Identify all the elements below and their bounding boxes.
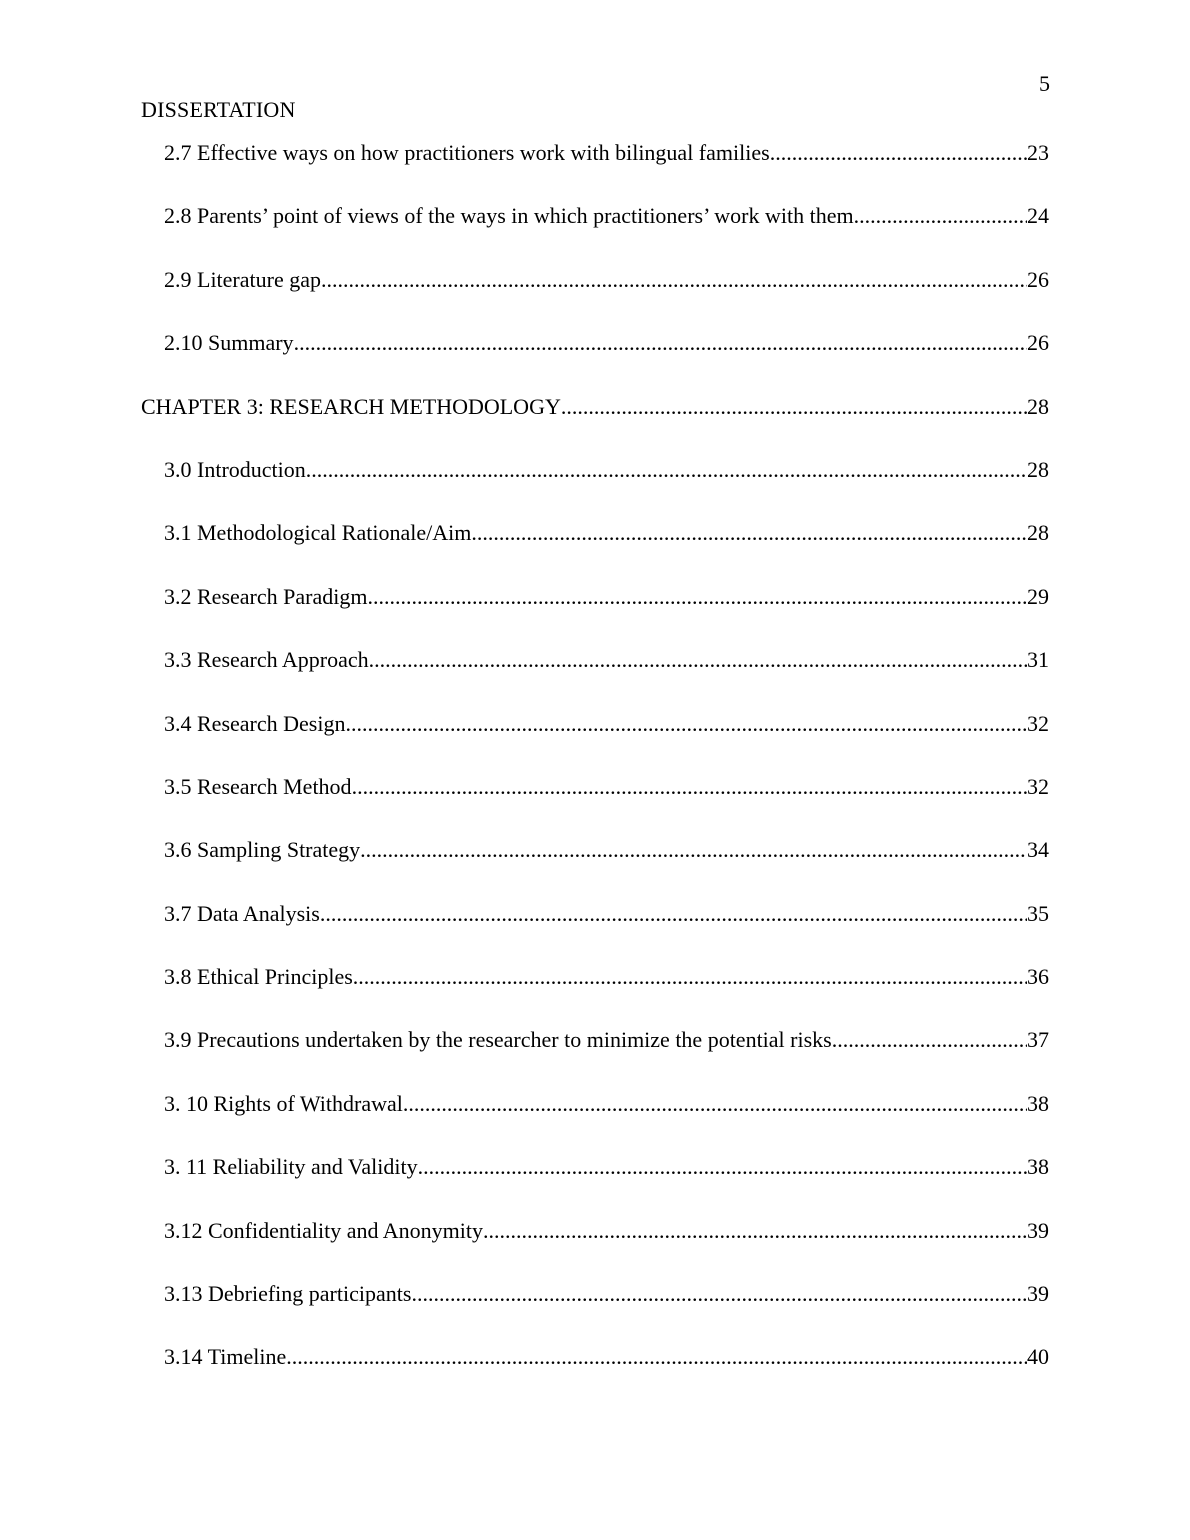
toc-dot-leader — [352, 774, 1027, 800]
toc-entry-2-10[interactable] — [141, 330, 1049, 393]
toc-entry-3-11[interactable] — [141, 1154, 1049, 1217]
toc-entry-page: 32 — [1027, 710, 1049, 736]
toc-entry-title: 3.7 Data Analysis — [164, 900, 320, 926]
toc-entry-title: 3. 10 Rights of Withdrawal — [164, 1090, 403, 1116]
toc-dot-leader — [294, 330, 1027, 356]
toc-dot-leader — [369, 647, 1027, 673]
toc-entry-page: 32 — [1027, 773, 1049, 799]
toc-entry-3-9[interactable] — [141, 1027, 1049, 1090]
toc-entry-title: 2.8 Parents’ point of views of the ways in which practitioners’ work with them — [164, 203, 854, 229]
toc-dot-leader — [471, 520, 1027, 546]
toc-entry-page: 34 — [1027, 837, 1049, 863]
toc-dot-leader — [367, 584, 1027, 610]
toc-dot-leader — [320, 901, 1027, 927]
toc-entry-title: 3.13 Debriefing participants — [164, 1281, 412, 1307]
table-of-contents — [141, 140, 1049, 1408]
running-head: DISSERTATION — [141, 97, 296, 122]
toc-entry-3-1[interactable] — [141, 520, 1049, 583]
toc-entry-2-7[interactable] — [141, 140, 1049, 203]
toc-entry-page: 23 — [1027, 140, 1049, 165]
toc-entry-2-8[interactable] — [141, 203, 1049, 266]
toc-entry-title: 3.14 Timeline — [164, 1344, 287, 1370]
toc-entry-3-8[interactable] — [141, 964, 1049, 1027]
toc-entry-title: 3.0 Introduction — [164, 456, 306, 482]
toc-entry-title: 3.3 Research Approach — [164, 647, 369, 673]
toc-entry-page: 26 — [1027, 330, 1049, 356]
toc-dot-leader — [353, 964, 1027, 990]
toc-entry-3-3[interactable] — [141, 647, 1049, 710]
toc-entry-3-7[interactable] — [141, 901, 1049, 964]
toc-dot-leader — [321, 267, 1027, 293]
toc-dot-leader — [418, 1154, 1027, 1180]
toc-entry-title: 3.8 Ethical Principles — [164, 964, 353, 990]
toc-entry-title: 3.9 Precautions undertaken by the researcher to minimize the potential risks — [164, 1027, 832, 1053]
toc-entry-title: 2.7 Effective ways on how practitioners work with bilingual families — [164, 140, 770, 165]
toc-entry-2-9[interactable] — [141, 267, 1049, 330]
toc-entry-3-10[interactable] — [141, 1091, 1049, 1154]
toc-entry-page: 26 — [1027, 266, 1049, 292]
toc-entry-title: 3.1 Methodological Rationale/Aim — [164, 520, 472, 546]
toc-dot-leader — [483, 1218, 1027, 1244]
toc-entry-page: 39 — [1027, 1281, 1049, 1307]
toc-entry-title: CHAPTER 3: RESEARCH METHODOLOGY — [141, 393, 561, 419]
toc-entry-3-5[interactable] — [141, 774, 1049, 837]
toc-entry-page: 40 — [1027, 1344, 1049, 1370]
toc-entry-chapter-3[interactable] — [141, 394, 1049, 457]
toc-entry-title: 3.4 Research Design — [164, 710, 346, 736]
toc-entry-page: 37 — [1027, 1027, 1049, 1053]
toc-entry-page: 28 — [1027, 393, 1049, 419]
toc-entry-page: 35 — [1027, 900, 1049, 926]
toc-entry-page: 29 — [1027, 583, 1049, 609]
toc-dot-leader — [360, 837, 1027, 863]
toc-dot-leader — [403, 1091, 1027, 1117]
toc-entry-page: 39 — [1027, 1217, 1049, 1243]
toc-dot-leader — [561, 394, 1027, 420]
page-number: 5 — [1039, 71, 1050, 96]
toc-dot-leader — [286, 1344, 1027, 1370]
toc-dot-leader — [345, 711, 1027, 737]
toc-entry-title: 2.10 Summary — [164, 330, 294, 356]
toc-entry-3-0[interactable] — [141, 457, 1049, 520]
toc-dot-leader — [411, 1281, 1027, 1307]
toc-entry-3-4[interactable] — [141, 711, 1049, 774]
toc-entry-page: 28 — [1027, 456, 1049, 482]
toc-dot-leader — [832, 1027, 1027, 1053]
toc-entry-title: 2.9 Literature gap — [164, 266, 321, 292]
toc-entry-title: 3. 11 Reliability and Validity — [164, 1154, 418, 1180]
toc-entry-3-6[interactable] — [141, 837, 1049, 900]
toc-entry-page: 24 — [1027, 203, 1049, 229]
toc-entry-page: 38 — [1027, 1090, 1049, 1116]
toc-entry-page: 38 — [1027, 1154, 1049, 1180]
toc-entry-3-12[interactable] — [141, 1218, 1049, 1281]
toc-entry-page: 36 — [1027, 964, 1049, 990]
toc-entry-title: 3.12 Confidentiality and Anonymity — [164, 1217, 483, 1243]
toc-entry-page: 31 — [1027, 647, 1049, 673]
toc-entry-title: 3.6 Sampling Strategy — [164, 837, 361, 863]
toc-entry-3-2[interactable] — [141, 584, 1049, 647]
toc-entry-page: 28 — [1027, 520, 1049, 546]
toc-entry-3-13[interactable] — [141, 1281, 1049, 1344]
toc-entry-title: 3.5 Research Method — [164, 773, 352, 799]
toc-entry-title: 3.2 Research Paradigm — [164, 583, 368, 609]
toc-dot-leader — [306, 457, 1027, 483]
toc-entry-3-14[interactable] — [141, 1344, 1049, 1407]
toc-dot-leader — [854, 203, 1027, 229]
toc-dot-leader — [770, 140, 1027, 166]
